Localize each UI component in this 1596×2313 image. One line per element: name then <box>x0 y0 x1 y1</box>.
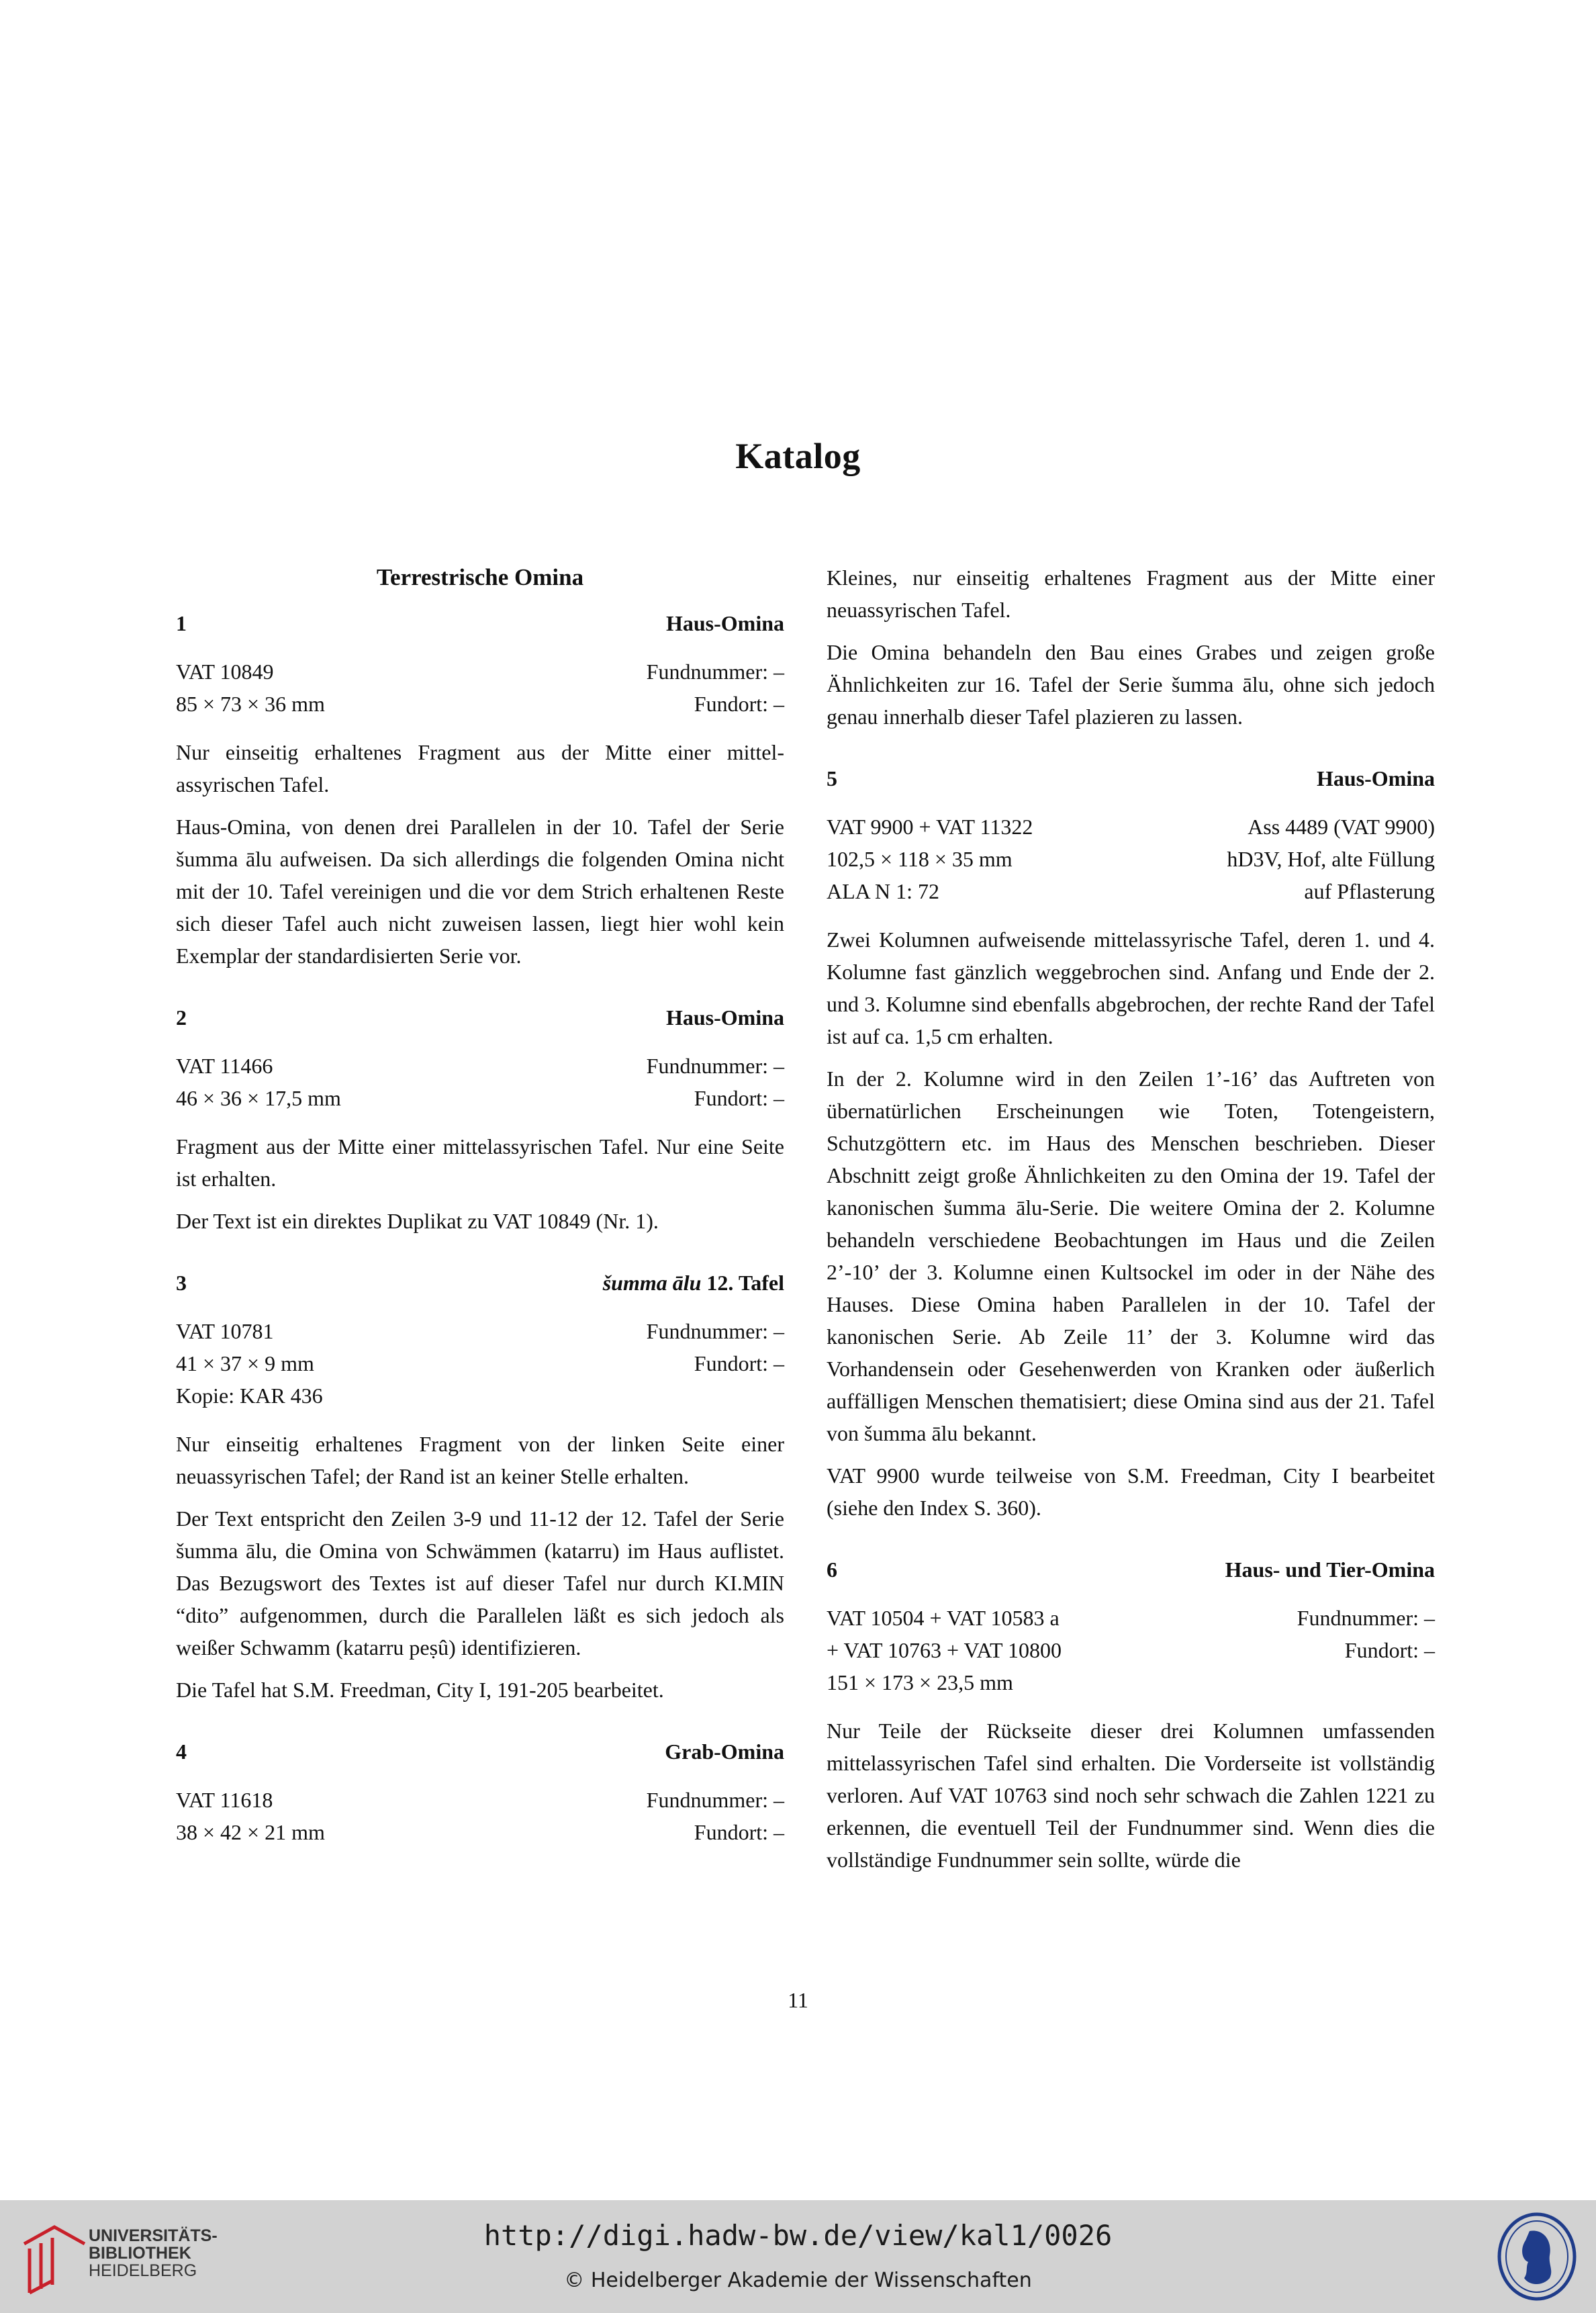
meta-left: 41 × 37 × 9 mm <box>176 1351 314 1375</box>
catalog-entry-4 <box>176 1735 784 1848</box>
meta-right: Ass 4489 (VAT 9900) <box>1248 815 1435 839</box>
entry-paragraph: Der Text entspricht den Zeilen 3-9 und 11-12 der 12. Tafel der Serie šumma ālu, die Omina von Schwämmen (katarru) im Haus auflistet. Das Bezugswort des Textes ist auf dieser Tafel nur durch KI.MIN “dito” aufgenommen, durch die Parallelen läßt es sich jedoch als weißer Schwamm (katarru peṣû) identifizieren. <box>176 1506 784 1660</box>
entry-category: Haus-Omina <box>665 611 784 635</box>
meta-row <box>176 1082 784 1114</box>
meta-row <box>827 843 1435 875</box>
meta-row <box>827 875 1435 907</box>
meta-left: VAT 10849 <box>176 660 274 684</box>
entry-category <box>603 1267 784 1299</box>
meta-right: Fundnummer: – <box>646 1054 784 1078</box>
meta-right: Fundnummer: – <box>646 1319 784 1343</box>
footer-url-link[interactable]: http://digi.hadw-bw.de/view/kal1/0026 <box>483 2219 1113 2252</box>
meta-right: Fundort: – <box>694 1820 784 1844</box>
entry-category-rest: 12. Tafel <box>701 1271 784 1295</box>
entry-paragraph: Nur Teile der Rückseite dieser drei Kolumnen umfassenden mittelassyrischen Tafel sind erhalten. Die Vorderseite ist vollständig verloren. Auf VAT 10763 sind noch sehr schwach die Zahlen 1221 zu erkennen, die eventuell Teil der Fundnummer sind. Wenn dies die vollständige Fundnummer sein sollte, würde die <box>827 1719 1435 1872</box>
footer-copyright: © Heidelberger Akademie der Wissenschaften <box>564 2269 1032 2292</box>
catalog-entry-2 <box>176 1001 784 1237</box>
entry-meta <box>827 811 1435 907</box>
entry-paragraph: In der 2. Kolumne wird in den Zeilen 1’-16’ das Auftreten von übernatürlichen Erscheinungen wie Toten, Totengeistern, Schutzgöttern etc. im Haus des Menschen beschrieben. Dieser Abschnitt zeigt große Ähnlichkeiten zu den Omina der 19. Tafel der kanonischen šumma ālu-Serie. Die weitere Omina der 2. Kolumne behandeln verschiedene Beobachtungen im Haus und die Zeilen 2’-10’ der 3. Kolumne einen Kultsockel im oder in der Nähe des Hauses. Diese Omina haben Parallelen in der 10. Tafel der kanonischen Serie. Ab Zeile 11’ der 3. Kolumne wird das Vorhandensein oder Gesehenwerden von Kranken oder äußerlich auffälligen Menschen thematisiert; diese Omina sind aus der 21. Tafel von šumma ālu bekannt. <box>827 1067 1435 1445</box>
entry-meta <box>827 1602 1435 1698</box>
academy-seal-icon[interactable] <box>1496 2211 1578 2302</box>
meta-row <box>176 1315 784 1347</box>
entry-heading <box>176 607 784 639</box>
entry-meta <box>176 655 784 720</box>
meta-left: ALA N 1: 72 <box>827 879 939 903</box>
seal-profile <box>1522 2230 1551 2284</box>
entry-paragraph: Die Omina behandeln den Bau eines Grabes und zeigen große Ähnlichkeiten zur 16. Tafel der Serie šumma ālu, ohne sich jedoch genau innerhalb dieser Tafel plazieren zu lassen. <box>827 640 1435 729</box>
entry-paragraph: Haus-Omina, von denen drei Parallelen in der 10. Tafel der Serie šumma ālu aufweisen. Da sich allerdings die folgenden Omina nicht mit der 10. Tafel vereinigen und die vor dem Strich erhaltenen Reste sich dieser Tafel auch nicht zuweisen lassen, liegt hier wohl kein Exemplar der standardisierten Serie vor. <box>176 815 784 968</box>
meta-right: Fundort: – <box>694 692 784 716</box>
entry-meta <box>176 1315 784 1412</box>
meta-left: 102,5 × 118 × 35 mm <box>827 847 1013 871</box>
meta-left: Kopie: KAR 436 <box>176 1384 323 1408</box>
meta-left: VAT 10781 <box>176 1319 274 1343</box>
meta-row <box>827 811 1435 843</box>
meta-right: Fundort: – <box>694 1086 784 1110</box>
library-line: UNIVERSITÄTS- <box>89 2226 218 2245</box>
meta-row <box>176 1784 784 1816</box>
meta-row <box>176 655 784 688</box>
entry-heading <box>176 1735 784 1768</box>
entry-heading <box>176 1267 784 1299</box>
meta-row <box>827 1634 1435 1666</box>
entry-number: 1 <box>176 611 187 635</box>
entry-category: Grab-Omina <box>665 1739 784 1764</box>
entry-number: 2 <box>176 1005 187 1030</box>
meta-left: 38 × 42 × 21 mm <box>176 1820 325 1844</box>
meta-row <box>176 1050 784 1082</box>
entry-meta <box>176 1050 784 1114</box>
meta-right: Fundnummer: – <box>646 1788 784 1812</box>
page-number: 11 <box>788 1988 808 2012</box>
library-line: HEIDELBERG <box>89 2261 197 2280</box>
section-heading: Terrestrische Omina <box>376 564 584 590</box>
meta-left: VAT 9900 + VAT 11322 <box>827 815 1033 839</box>
catalog-entry-3 <box>176 1267 784 1706</box>
meta-row <box>176 1816 784 1848</box>
catalog-entry-1 <box>176 607 784 972</box>
meta-row <box>827 1666 1435 1698</box>
meta-left: VAT 11466 <box>176 1054 273 1078</box>
library-line: BIBLIOTHEK <box>89 2244 191 2263</box>
right-column <box>827 561 1435 1905</box>
meta-right: Fundnummer: – <box>646 660 784 684</box>
entry-category-italic: šumma ālu <box>602 1271 702 1295</box>
meta-row <box>176 1347 784 1379</box>
left-column <box>176 561 784 1878</box>
entry-paragraph: Der Text ist ein direktes Duplikat zu VAT 10849 (Nr. 1). <box>176 1209 659 1233</box>
entry-paragraph: Nur einseitig erhaltenes Fragment aus der Mitte einer mittel-assyrischen Tafel. <box>176 740 784 797</box>
catalog-entry-5 <box>827 762 1435 1524</box>
catalog-entry-6 <box>827 1553 1435 1876</box>
entry-paragraph: VAT 9900 wurde teilweise von S.M. Freedman, City I bearbeitet (siehe den Index S. 360). <box>827 1463 1435 1520</box>
entry-meta <box>176 1784 784 1848</box>
entry-number: 3 <box>176 1271 187 1295</box>
entry-paragraph: Fragment aus der Mitte einer mittelassyrischen Tafel. Nur eine Seite ist erhalten. <box>176 1134 784 1191</box>
meta-left: VAT 10504 + VAT 10583 a <box>827 1606 1060 1630</box>
entry-heading <box>827 1553 1435 1586</box>
entry-number: 4 <box>176 1739 187 1764</box>
meta-right: Fundnummer: – <box>1297 1606 1435 1630</box>
meta-row <box>176 688 784 720</box>
entry-paragraph: Nur einseitig erhaltenes Fragment von der linken Seite einer neuassyrischen Tafel; der Rand ist an keiner Stelle erhalten. <box>176 1432 784 1488</box>
meta-left: 151 × 173 × 23,5 mm <box>827 1670 1013 1694</box>
entry-heading <box>827 762 1435 795</box>
meta-left: + VAT 10763 + VAT 10800 <box>827 1638 1062 1662</box>
entry-category: Haus-Omina <box>665 1005 784 1030</box>
entry-paragraph: Zwei Kolumnen aufweisende mittelassyrische Tafel, deren 1. und 4. Kolumne fast gänzlich weggebrochen sind. Anfang und Ende der 2. und 3. Kolumne sind ebenfalls abgebrochen, der rechte Rand der Tafel ist auf ca. 1,5 cm erhalten. <box>827 927 1435 1048</box>
entry-category: Haus- und Tier-Omina <box>1225 1557 1435 1582</box>
footer-bar <box>0 2200 1596 2313</box>
meta-right: auf Pflasterung <box>1304 879 1435 903</box>
meta-right: Fundort: – <box>1344 1638 1435 1662</box>
meta-left: 85 × 73 × 36 mm <box>176 692 325 716</box>
page-title: Katalog <box>735 436 861 476</box>
entry-number: 6 <box>827 1557 837 1582</box>
meta-row <box>176 1379 784 1412</box>
meta-left: 46 × 36 × 17,5 mm <box>176 1086 341 1110</box>
entry-paragraph: Kleines, nur einseitig erhaltenes Fragment aus der Mitte einer neuassyrischen Tafel. <box>827 565 1435 622</box>
meta-left: VAT 11618 <box>176 1788 273 1812</box>
meta-row <box>827 1602 1435 1634</box>
entry-number: 5 <box>827 766 837 790</box>
entry-heading <box>176 1001 784 1034</box>
catalog-entry-4-continued <box>827 561 1435 733</box>
meta-right: Fundort: – <box>694 1351 784 1375</box>
meta-right: hD3V, Hof, alte Füllung <box>1227 847 1435 871</box>
entry-paragraph: Die Tafel hat S.M. Freedman, City I, 191-205 bearbeitet. <box>176 1678 664 1702</box>
entry-category: Haus-Omina <box>1316 766 1435 790</box>
